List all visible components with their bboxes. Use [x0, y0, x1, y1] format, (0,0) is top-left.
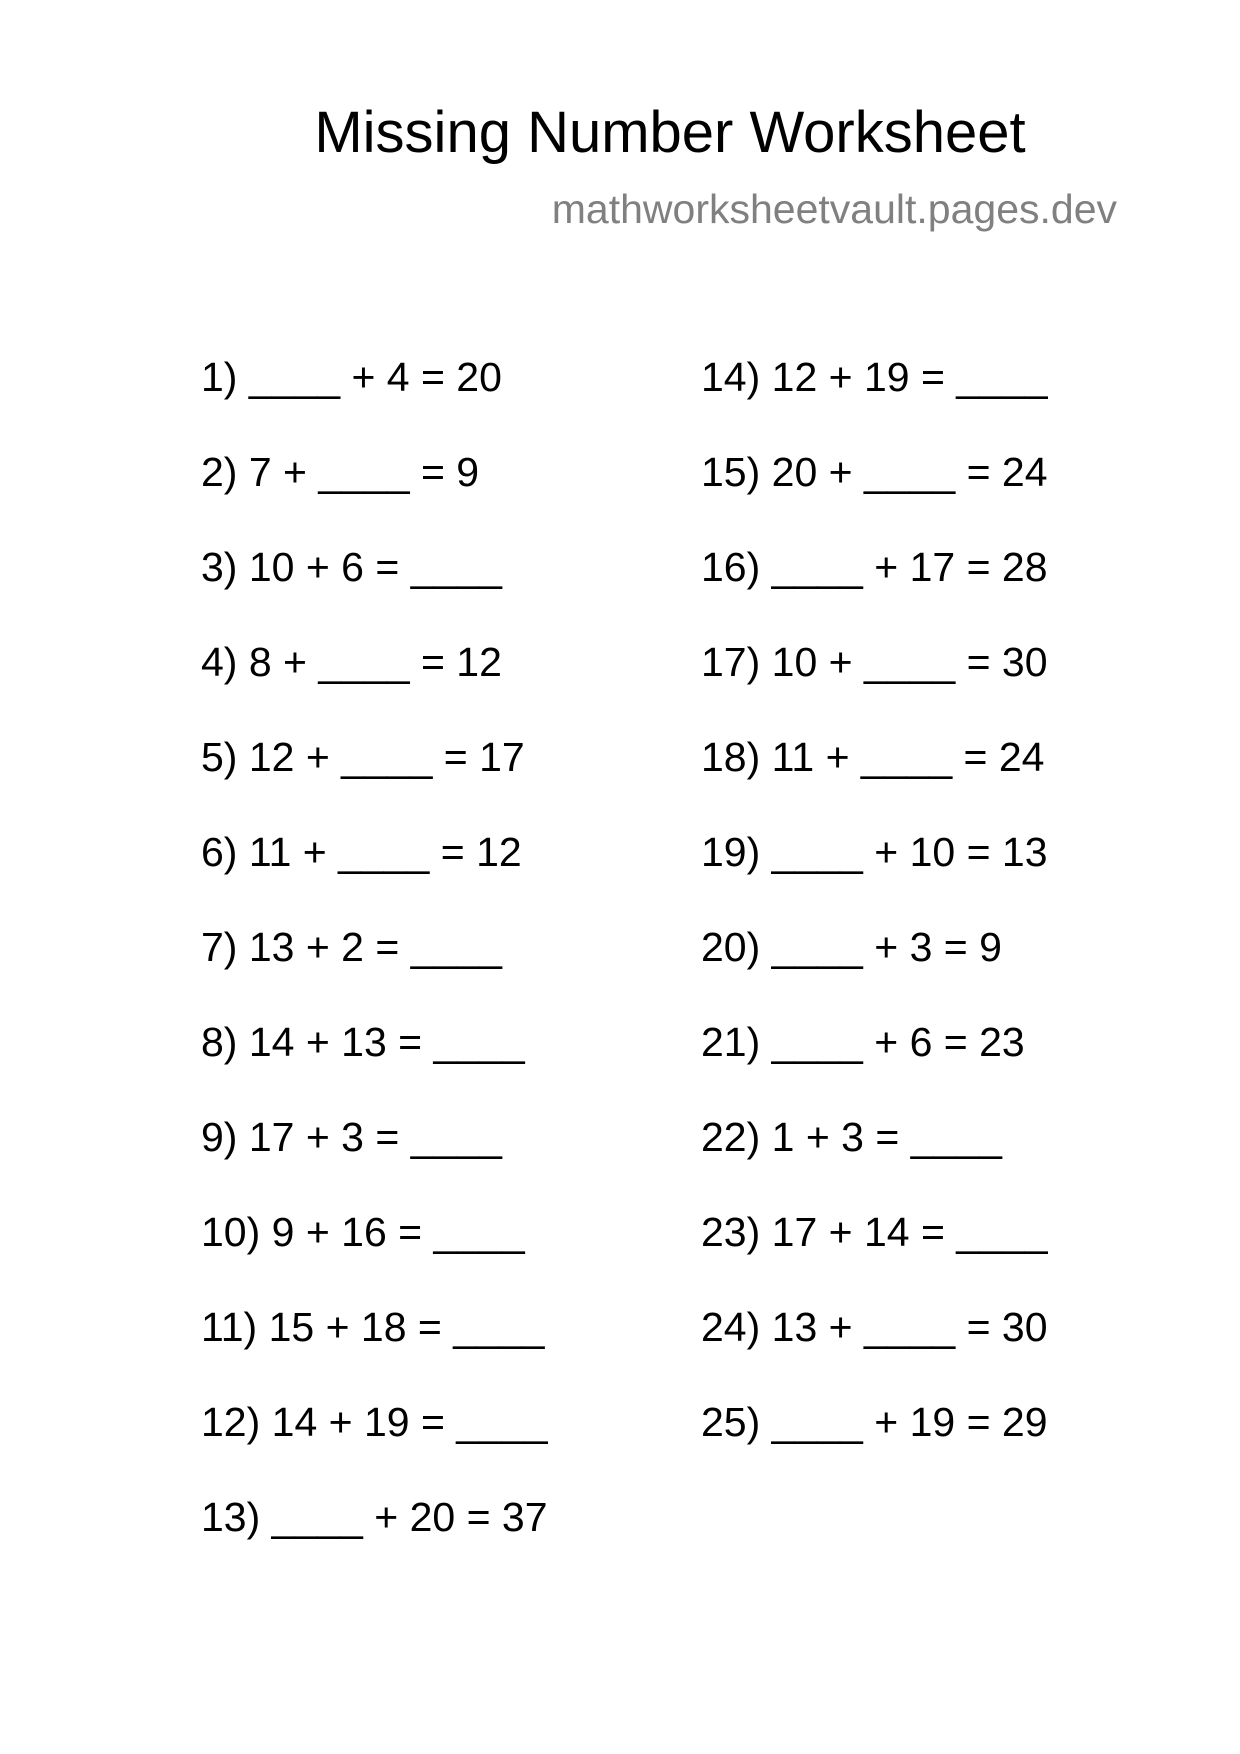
- problem-5: 5) 12 + ____ = 17: [201, 734, 525, 780]
- problem-7: 7) 13 + 2 = ____: [201, 924, 502, 970]
- problem-column-left: [201, 352, 548, 1587]
- problem-10: 10) 9 + 16 = ____: [201, 1209, 525, 1255]
- problem-25: 25) ____ + 19 = 29: [701, 1399, 1048, 1445]
- problem-22: 22) 1 + 3 = ____: [701, 1114, 1002, 1160]
- problem-15: 15) 20 + ____ = 24: [701, 449, 1048, 495]
- problem-column-right: [701, 352, 1048, 1492]
- problem-1: 1) ____ + 4 = 20: [201, 354, 502, 400]
- source-url: mathworksheetvault.pages.dev: [551, 186, 1117, 232]
- problem-17: 17) 10 + ____ = 30: [701, 639, 1048, 685]
- worksheet-title: Missing Number Worksheet: [314, 100, 1026, 165]
- problem-24: 24) 13 + ____ = 30: [701, 1304, 1048, 1350]
- problem-11: 11) 15 + 18 = ____: [201, 1304, 545, 1350]
- problem-2: 2) 7 + ____ = 9: [201, 449, 480, 495]
- problem-9: 9) 17 + 3 = ____: [201, 1114, 502, 1160]
- problem-23: 23) 17 + 14 = ____: [701, 1209, 1048, 1255]
- problem-21: 21) ____ + 6 = 23: [701, 1019, 1025, 1065]
- problem-3: 3) 10 + 6 = ____: [201, 544, 502, 590]
- problem-8: 8) 14 + 13 = ____: [201, 1019, 525, 1065]
- problem-6: 6) 11 + ____ = 12: [201, 829, 522, 875]
- problem-18: 18) 11 + ____ = 24: [701, 734, 1045, 780]
- problem-14: 14) 12 + 19 = ____: [701, 354, 1048, 400]
- problem-19: 19) ____ + 10 = 13: [701, 829, 1048, 875]
- problem-16: 16) ____ + 17 = 28: [701, 544, 1048, 590]
- problem-12: 12) 14 + 19 = ____: [201, 1399, 548, 1445]
- problem-20: 20) ____ + 3 = 9: [701, 924, 1002, 970]
- problem-4: 4) 8 + ____ = 12: [201, 639, 502, 685]
- problem-13: 13) ____ + 20 = 37: [201, 1494, 548, 1540]
